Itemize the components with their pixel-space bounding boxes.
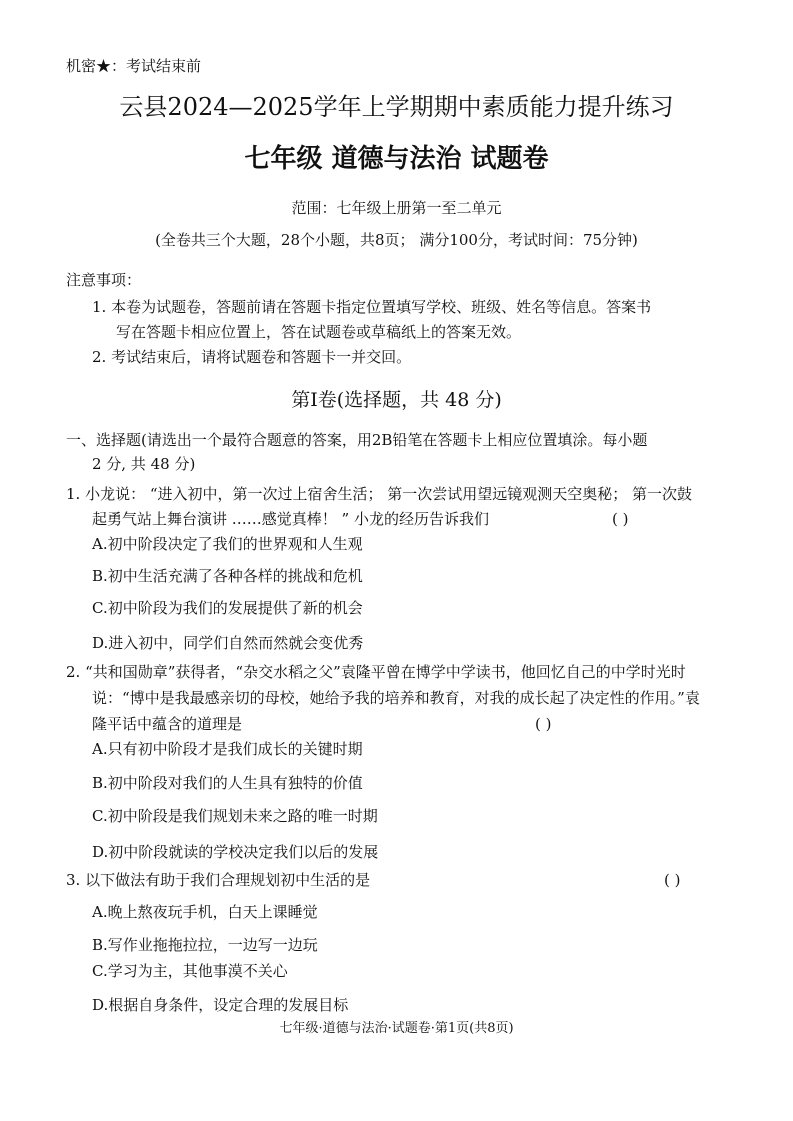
question-3-option-c: C.学习为主，其他事漠不关心: [92, 962, 288, 980]
question-1-option-d: D.进入初中，同学们自然而然就会变优秀: [92, 634, 364, 652]
question-3-option-b: B.写作业拖拖拉拉，一边写一边玩: [92, 936, 318, 954]
exam-title: 云县2024—2025学年上学期期中素质能力提升练习: [119, 93, 674, 121]
page-footer: 七年级·道德与法治·试题卷·第1页(共8页): [279, 1021, 514, 1036]
section-instruction-cont: 2 分, 共 48 分): [92, 455, 196, 473]
question-2-option-c: C.初中阶段是我们规划未来之路的唯一时期: [92, 807, 378, 825]
question-1-option-b: B.初中生活充满了各种各样的挑战和危机: [92, 567, 363, 585]
exam-scope: 范围：七年级上册第一至二单元: [291, 199, 502, 217]
question-3-line1: 3. 以下做法有助于我们合理规划初中生活的是: [66, 871, 371, 889]
notice-item-2: 2. 考试结束后，请将试题卷和答题卡一并交回。: [92, 348, 412, 366]
section-instruction: 一、选择题(请选出一个最符合题意的答案，用2B铅笔在答题卡上相应位置填涂。每小题: [66, 431, 648, 449]
question-1-option-c: C.初中阶段为我们的发展提供了新的机会: [92, 599, 363, 617]
question-2-option-b: B.初中阶段对我们的人生具有独特的价值: [92, 774, 363, 792]
notice-item-1: 1. 本卷为试题卷，答题前请在答题卡指定位置填写学校、班级、姓名等信息。答案书: [92, 298, 652, 316]
question-3-answer-paren: ( ): [664, 871, 681, 889]
question-2-option-a: A.只有初中阶段才是我们成长的关键时期: [92, 740, 363, 758]
confidential-label: 机密★：考试结束前: [66, 57, 202, 75]
section-title: 第Ⅰ卷(选择题，共 48 分): [291, 389, 502, 411]
exam-info: (全卷共三个大题，28个小题，共8页； 满分100分，考试时间：75分钟): [155, 231, 638, 249]
question-2-line3: 隆平话中蕴含的道理是: [92, 715, 243, 733]
question-2-option-d: D.初中阶段就读的学校决定我们以后的发展: [92, 843, 379, 861]
notice-title: 注意事项：: [66, 271, 142, 289]
question-1-answer-paren: ( ): [612, 510, 629, 528]
question-1-line2: 起勇气站上舞台演讲 ……感觉真棒！ ” 小龙的经历告诉我们: [92, 510, 489, 528]
question-2-line1: 2. “共和国勋章”获得者，“杂交水稻之父”袁隆平曾在博学中学读书，他回忆自己的中学时光时: [66, 663, 686, 681]
question-2-answer-paren: ( ): [535, 715, 552, 733]
question-1-line1: 1. 小龙说： “进入初中，第一次过上宿舍生活； 第一次尝试用望远镜观测天空奥秘； 第一次鼓: [66, 485, 693, 503]
question-1-option-a: A.初中阶段决定了我们的世界观和人生观: [92, 535, 363, 553]
notice-item-1-cont: 写在答题卡相应位置上，答在试题卷或草稿纸上的答案无效。: [116, 323, 522, 341]
exam-subtitle: 七年级 道德与法治 试题卷: [244, 144, 549, 174]
question-2-line2: 说：“博中是我最感亲切的母校，她给予我的培养和教育，对我的成长起了决定性的作用。”袁: [92, 689, 700, 707]
question-3-option-a: A.晚上熬夜玩手机，白天上课睡觉: [92, 903, 318, 921]
question-3-option-d: D.根据自身条件，设定合理的发展目标: [92, 996, 349, 1014]
